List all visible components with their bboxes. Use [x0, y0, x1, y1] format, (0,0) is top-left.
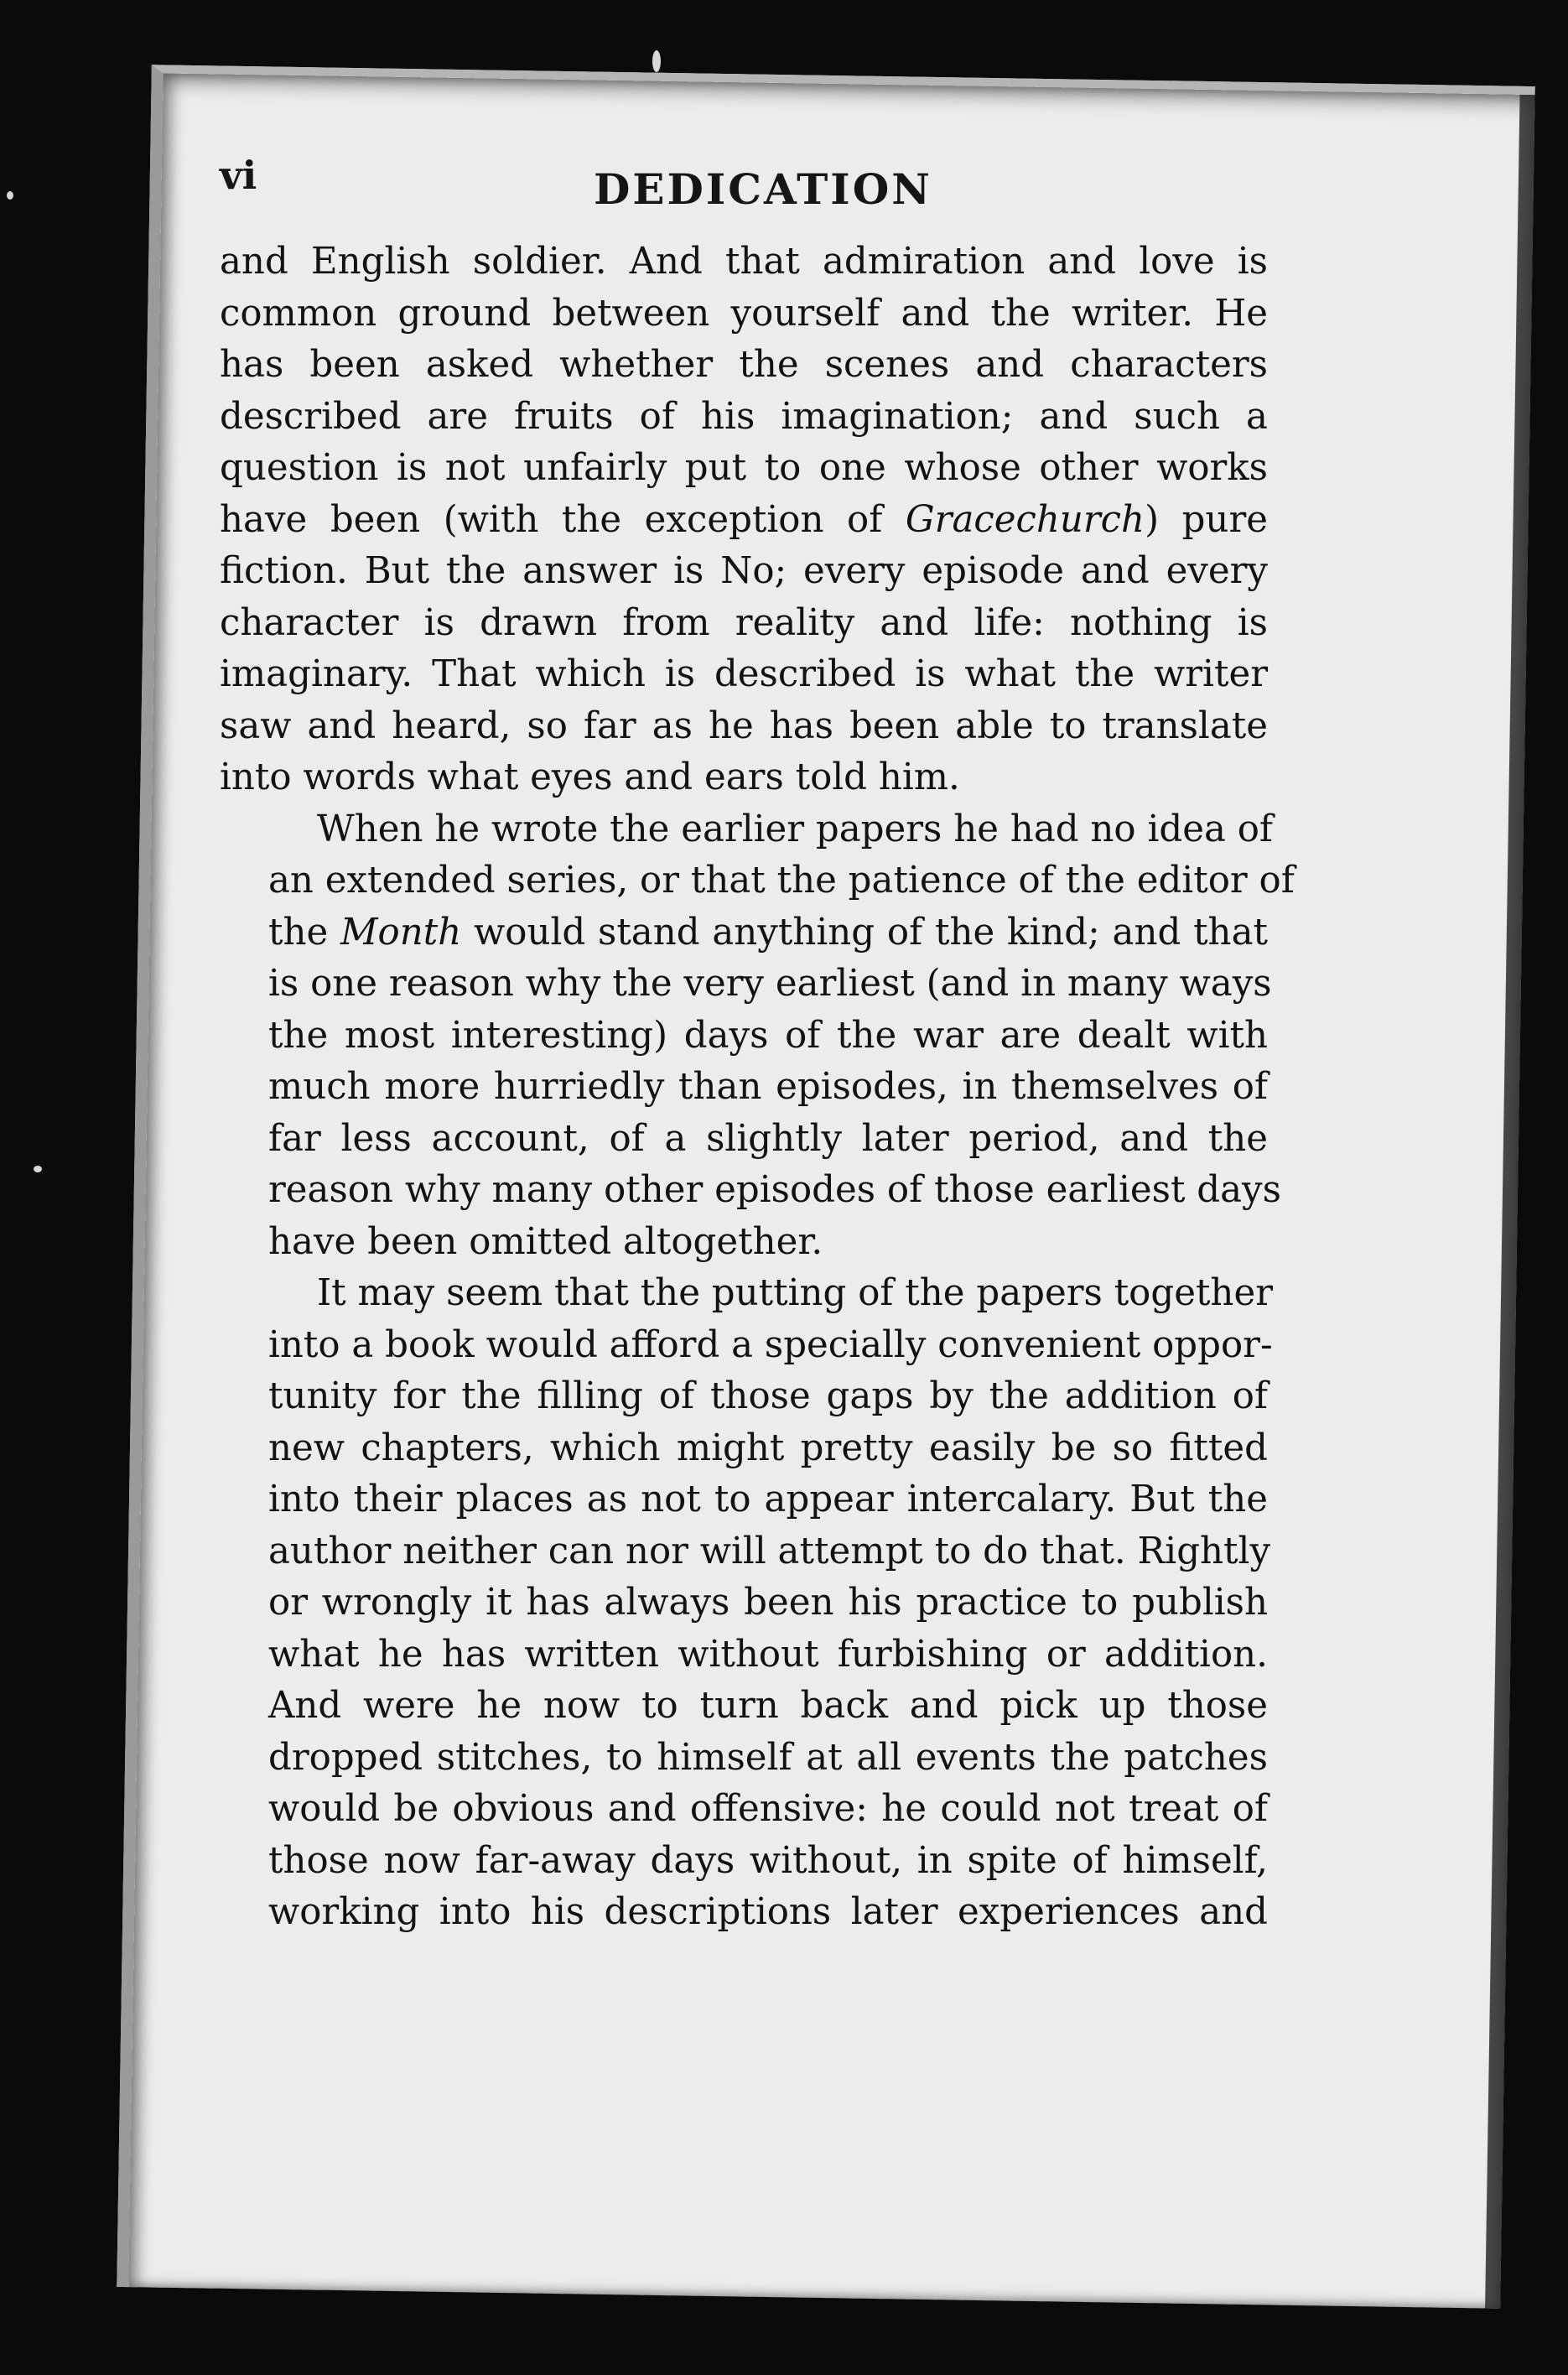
paragraph-2	[220, 804, 1295, 1269]
text-line: has been asked whether the scenes and characters	[220, 344, 1268, 386]
text-line: tunity for the filling of those gaps by the addition of	[268, 1375, 1268, 1417]
running-head: DEDICATION	[594, 164, 932, 214]
text-line: author neither can nor will attempt to do that. Rightly	[268, 1530, 1271, 1572]
text-line: new chapters, which might pretty easily be so fitted	[268, 1427, 1268, 1469]
text-line: or wrongly it has always been his practice to publish	[268, 1582, 1268, 1624]
scan-speck	[34, 1166, 42, 1172]
text-line: When he wrote the earlier papers he had no idea of	[317, 808, 1274, 850]
text-line: far less account, of a slightly later period, and the	[268, 1117, 1268, 1160]
text-line: imaginary. That which is described is what the writer	[220, 653, 1268, 695]
text-line: into words what eyes and ears told him.	[220, 756, 960, 798]
text-line: an extended series, or that the patience of the editor of	[268, 860, 1295, 902]
text-line: into their places as not to appear intercalary. But the	[268, 1479, 1268, 1520]
text-line: and English soldier. And that admiration and love is	[220, 241, 1268, 283]
text-line: would be obvious and offensive: he could not treat of	[268, 1788, 1268, 1830]
text-line: And were he now to turn back and pick up those	[268, 1685, 1268, 1727]
page-number: vi	[220, 153, 257, 198]
text-line: into a book would afford a specially convenient oppor-	[268, 1323, 1273, 1366]
text-line: the Month would stand anything of the kind; and that	[268, 911, 1268, 954]
text-line: have been omitted altogether.	[268, 1220, 823, 1263]
text-line: have been (with the exception of Gracechurch) pure	[220, 498, 1268, 541]
text-line: It may seem that the putting of the papers together	[317, 1272, 1273, 1314]
text-line: fiction. But the answer is No; every episode and every	[220, 550, 1268, 592]
text-line: is one reason why the very earliest (and in many ways	[268, 963, 1272, 1005]
text-line: working into his descriptions later experiences and	[268, 1891, 1268, 1933]
text-line: much more hurriedly than episodes, in themselves of	[268, 1066, 1268, 1108]
text-line: character is drawn from reality and life: nothing is	[220, 601, 1268, 644]
scan-speck	[652, 50, 661, 72]
scan-speck	[7, 191, 13, 200]
paragraph-1	[220, 236, 1268, 804]
paragraph-3	[220, 1268, 1273, 1939]
text-line: dropped stitches, to himself at all events the patches	[268, 1736, 1268, 1779]
text-line: those now far-away days without, in spite of himself,	[268, 1839, 1268, 1882]
body-text	[220, 236, 1295, 1939]
text-line: common ground between yourself and the writer. He	[220, 292, 1268, 335]
text-line: reason why many other episodes of those earliest days	[268, 1169, 1281, 1211]
text-line: the most interesting) days of the war are dealt with	[268, 1014, 1268, 1057]
text-line: question is not unfairly put to one whose other works	[220, 447, 1268, 489]
text-line: what he has written without furbishing or addition.	[268, 1633, 1268, 1676]
text-line: described are fruits of his imagination; and such a	[220, 395, 1268, 438]
text-line: saw and heard, so far as he has been able to translate	[220, 704, 1268, 747]
